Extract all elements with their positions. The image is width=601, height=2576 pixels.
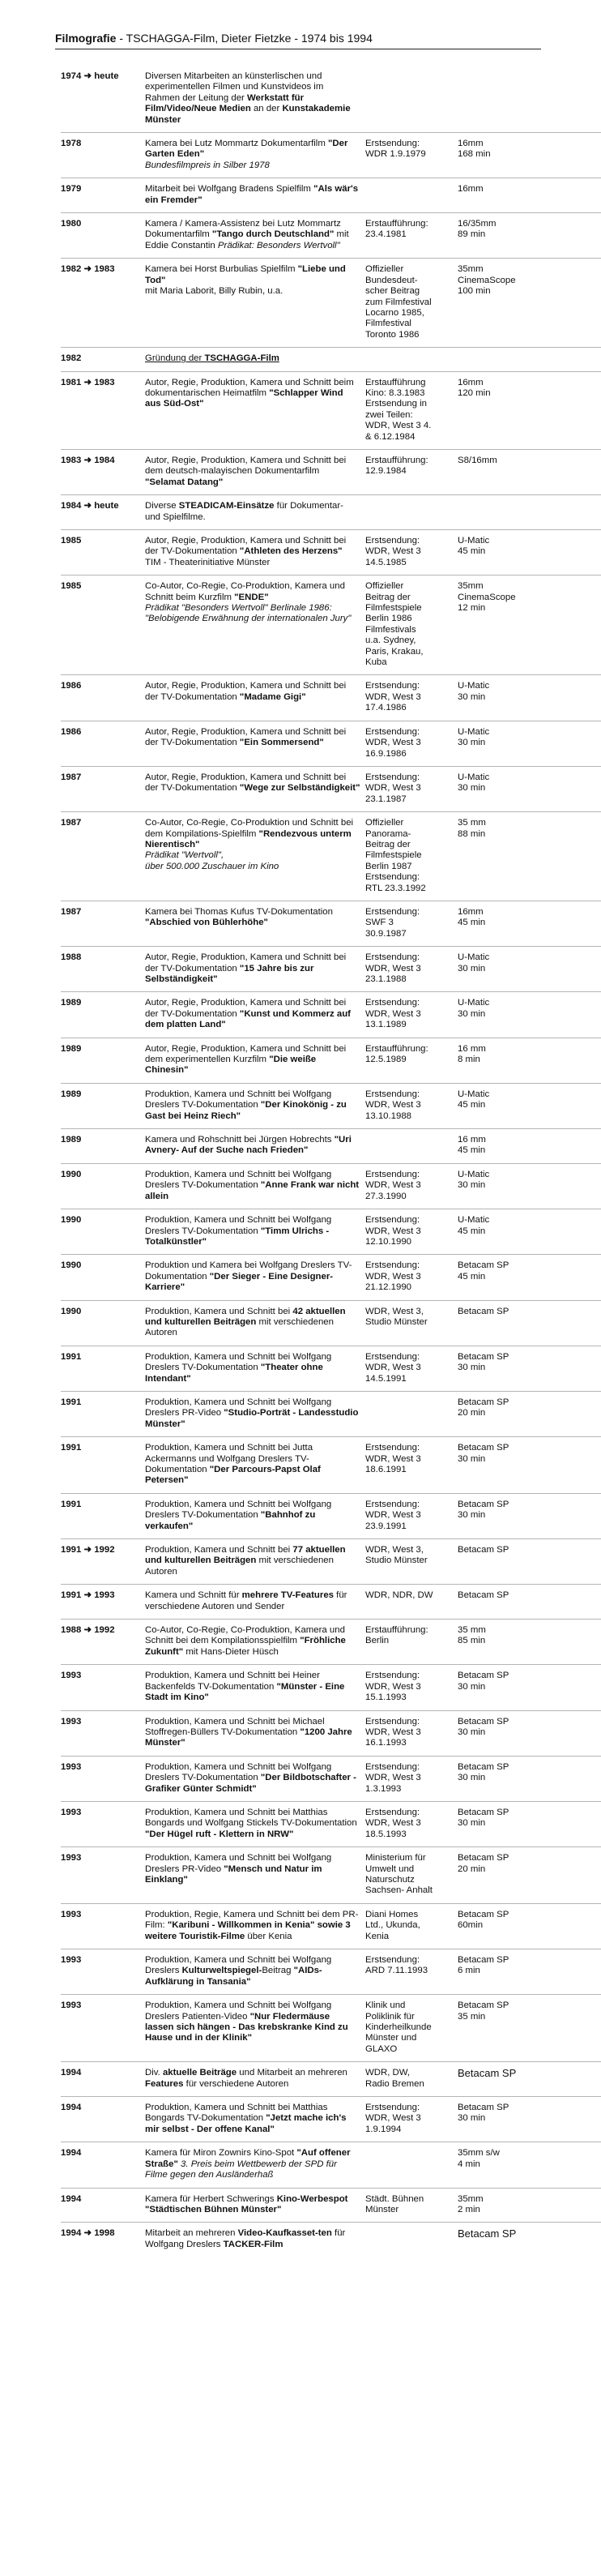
filmography-entry [61,1255,601,1300]
entry-description: Produktion, Kamera und Schnitt bei Wolfgang Dreslers PR-Video "Mensch und Natur im Einklang" [145,1853,332,1885]
entry-year: 1993 [61,1807,82,1817]
entry-year: 1993 [61,1853,82,1864]
entry-description: Produktion, Kamera und Schnitt bei Wolfgang Dreslers TV-Dokumentation "Der Kinokönig - zu Gast bei Heinz Riech" [145,1089,347,1121]
filmography-entry [61,1904,601,1949]
entry-format: 16 mm 45 min [458,1135,486,1156]
header-title: Filmografie [55,32,117,45]
filmography-entry [61,1539,601,1585]
filmography-entry [61,1620,601,1665]
entry-year: 1989 [61,998,82,1008]
entry-format: Betacam SP 60min [458,1909,509,1931]
entry-year: 1978 [61,139,82,149]
entry-year: 1985 [61,581,82,592]
entry-format: U-Matic 30 min [458,772,490,794]
entry-format: 35mm CinemaScope 100 min [458,264,516,297]
filmography-entry [61,1847,601,1904]
entry-airing: Erstsendung: WDR 1.9.1979 [365,139,426,160]
entry-year: 1991 ➜ 1992 [61,1545,115,1555]
entry-description: Produktion, Kamera und Schnitt bei Wolfgang Dreslers TV-Dokumentation "Bahnhof zu verkaufen" [145,1499,332,1531]
filmography-entry [61,1437,601,1494]
entry-airing: Erstsendung: WDR, West 3 13.1.1989 [365,998,421,1030]
filmography-entry [61,530,601,576]
entry-description: Autor, Regie, Produktion, Kamera und Schnitt bei der TV-Dokumentation "Wege zur Selbständigkeit" [145,772,360,794]
entry-description: Gründung der TSCHAGGA-Film [145,353,279,364]
entry-year: 1988 [61,952,82,963]
entry-format: U-Matic 30 min [458,681,490,702]
entry-format: Betacam SP 30 min [458,2103,509,2124]
entry-airing: Erstsendung: WDR, West 3 21.12.1990 [365,1260,421,1293]
entry-year: 1993 [61,1671,82,1681]
entry-airing: Erstsendung: WDR, West 3 14.5.1991 [365,1351,421,1384]
filmography-entry [61,2142,601,2188]
entry-year: 1993 [61,1716,82,1727]
entry-description: Produktion, Kamera und Schnitt bei Matthias Bongards TV-Dokumentation "Jetzt mache ich's mir selbst - Der offene Kanal" [145,2103,347,2134]
entry-airing [365,1397,453,1430]
filmography-entry [61,2189,601,2223]
entry-format: Betacam SP 30 min [458,1807,509,1829]
entry-format: U-Matic 30 min [458,726,490,748]
entry-description: Produktion, Kamera und Schnitt bei Wolfgang Dreslers Kulturweltspiegel-Beitrag "AIDs-Aufklärung in Tansania" [145,1955,332,1987]
entry-airing [365,2148,453,2180]
entry-year: 1993 [61,1909,82,1919]
entry-format: Betacam SP [458,1306,509,1316]
filmography-entry [61,1164,601,1209]
entry-description: Div. aktuelle Beiträge und Mitarbeit an mehreren Features für verschiedene Autoren [145,2068,347,2089]
entry-format: 16mm 45 min [458,906,486,928]
entry-airing: Erstsendung: WDR, West 3 17.4.1986 [365,681,421,713]
entry-year: 1990 [61,1306,82,1316]
entry-year: 1994 [61,2103,82,2113]
entry-format: 16mm 168 min [458,139,491,160]
entry-description: Diversen Mitarbeiten an künsterlischen und experimentellen Filmen und Kunstvideos im Rahmen der Leitung der Werkstatt für Film/Video/Neue Medien an der Kunstakademie Münster [145,71,351,125]
entry-format: 35 mm 88 min [458,818,486,839]
entry-description: Mitarbeit an mehreren Video-Kaufkasset-ten für Wolfgang Dreslers TACKER-Film [145,2228,346,2249]
entry-format: Betacam SP 45 min [458,1260,509,1282]
entry-airing: Erstaufführung: Berlin [365,1625,428,1646]
header-subtitle: - TSCHAGGA-Film, Dieter Fietzke - 1974 bis 1994 [116,32,373,45]
entry-airing: Städt. Bühnen Münster [365,2193,424,2214]
entry-airing: Erstsendung: ARD 7.11.1993 [365,1955,428,1976]
filmography-entry [61,812,601,901]
entry-description: Produktion, Kamera und Schnitt bei Jutta Ackermanns und Wolfgang Dreslers TV-Dokumentation "Der Parcours-Papst Olaf Petersen" [145,1443,321,1486]
entry-year: 1991 [61,1499,82,1509]
filmography-entry [61,2062,601,2097]
entry-description: Co-Autor, Co-Regie, Co-Produktion und Schnitt bei dem Kompilations-Spielfilm "Rendezvous unterm Nierentisch" Prädikat "Wertvoll", über 500.000 Zuschauer im Kino [145,818,354,871]
entry-format: Betacam SP [458,2227,517,2240]
entry-year: 1979 [61,184,82,195]
entry-airing: Erstsendung: WDR, West 3 15.1.1993 [365,1671,421,1703]
entry-year: 1993 [61,1955,82,1965]
entry-year: 1993 [61,1761,82,1772]
entry-year: 1987 [61,772,82,782]
filmography-entry [61,1346,601,1392]
entry-year: 1993 [61,2000,82,2011]
entry-description: Autor, Regie, Produktion, Kamera und Schnitt bei dem deutsch-malayischen Dokumentarfilm "Selamat Datang" [145,455,347,487]
filmography-entry [61,576,601,675]
entry-airing [365,71,453,126]
entry-year: 1991 [61,1443,82,1453]
filmography-entry [61,1949,601,1995]
filmography-entry [61,259,601,348]
entry-year: 1994 [61,2193,82,2204]
entry-description: Produktion, Kamera und Schnitt bei Wolfgang Dreslers TV-Dokumentation "Theater ohne Intendant" [145,1351,332,1384]
entry-description: Co-Autor, Co-Regie, Co-Produktion, Kamera und Schnitt bei dem Kompilationsspielfilm "Fröhliche Zukunft" mit Hans-Dieter Hüsch [145,1625,346,1657]
entry-year: 1985 [61,536,82,546]
entry-format: 35mm s/w 4 min [458,2148,500,2169]
entry-description: Mitarbeit bei Wolfgang Bradens Spielfilm "Als wär's ein Fremder" [145,184,359,205]
entry-airing: Erstsendung: WDR, West 3 27.3.1990 [365,1169,421,1201]
entry-format: 16 mm 8 min [458,1043,486,1065]
filmography-entry [61,2223,601,2252]
entry-description: Autor, Regie, Produktion, Kamera und Schnitt bei der TV-Dokumentation "Athleten des Herzens" TIM - Theaterinitiative Münster [145,536,347,567]
entry-description: Produktion, Kamera und Schnitt bei Wolfgang Dreslers Patienten-Video "Nur Fledermäuse lassen sich hängen - Das krebskranke Kind zu Hause und in der Klinik" [145,2000,348,2043]
entry-airing: Erstsendung: SWF 3 30.9.1987 [365,906,420,939]
entry-description: Produktion, Kamera und Schnitt bei Matthias Bongards und Wolfgang Stickels TV-Dokumentation "Der Hügel ruft - Klettern in NRW" [145,1807,357,1839]
entry-year: 1982 ➜ 1983 [61,264,115,275]
filmography-entry [61,213,601,259]
entry-description: Produktion, Kamera und Schnitt bei Wolfgang Dreslers PR-Video "Studio-Porträt - Landesstudio Münster" [145,1397,359,1429]
entry-airing: Erstsendung: WDR, West 3 16.9.1986 [365,726,421,759]
filmography-entry [61,1084,601,1129]
filmography-entry [61,2097,601,2142]
filmography-entry [61,721,601,767]
entry-year: 1987 [61,818,82,828]
entry-format [453,71,542,126]
entry-format: U-Matic 45 min [458,1215,490,1236]
filmography-entry [61,1665,601,1710]
entry-year: 1991 [61,1397,82,1407]
entry-format: Betacam SP 30 min [458,1761,509,1783]
entry-year: 1994 [61,2068,82,2078]
entry-year: 1989 [61,1135,82,1145]
entry-format: Betacam SP [458,2067,517,2080]
filmography-entry [61,1995,601,2062]
entry-description: Produktion, Kamera und Schnitt bei 42 aktuellen und kulturellen Beiträgen mit verschiedenen Autoren [145,1306,346,1338]
entry-airing: Erstaufführung: 23.4.1981 [365,219,428,240]
filmography-entry [61,767,601,812]
entry-format: S8/16mm [458,455,497,465]
entry-airing: WDR, DW, Radio Bremen [365,2068,424,2089]
filmography-entry [61,450,601,495]
filmography-entry [61,1802,601,1847]
entry-year: 1983 ➜ 1984 [61,455,115,465]
entry-year: 1994 [61,2148,82,2159]
entry-description: Autor, Regie, Produktion, Kamera und Schnitt bei dem experimentellen Kurzfilm "Die weiße Chinesin" [145,1043,347,1076]
filmography-entry [61,133,601,178]
entry-airing [365,1135,453,1157]
entry-format: Betacam SP 30 min [458,1351,509,1373]
entry-airing: Erstsendung: WDR, West 3 16.1.1993 [365,1716,421,1748]
entry-format [453,353,542,364]
entry-format: Betacam SP 35 min [458,2000,509,2022]
entry-airing: Erstsendung: WDR, West 3 23.1.1988 [365,952,421,984]
entry-format [453,501,542,523]
entry-format: Betacam SP 30 min [458,1716,509,1737]
filmography-entry [61,1711,601,1757]
entry-description: Co-Autor, Co-Regie, Co-Produktion, Kamera und Schnitt beim Kurzfilm "ENDE" Prädikat "Besonders Wertvoll" Berlinale 1986: "Belobigende Erwähnung der internationalen Jury" [145,581,352,624]
filmography-entry [61,1494,601,1539]
entry-format: Betacam SP 30 min [458,1443,509,1464]
entry-description: Kamera für Miron Zownirs Kino-Spot "Auf offener Straße" 3. Preis beim Wettbewerb der SPD für Filme gegen den Ausländerhaß [145,2148,351,2180]
entry-format: U-Matic 30 min [458,952,490,973]
filmography-entry [61,66,601,133]
entry-format: Betacam SP [458,1590,509,1601]
entry-description: Produktion, Kamera und Schnitt bei 77 aktuellen und kulturellen Beiträgen mit verschiedenen Autoren [145,1545,346,1577]
entry-description: Kamera bei Thomas Kufus TV-Dokumentation "Abschied von Bühlerhöhe" [145,906,333,928]
entry-airing [365,2228,453,2250]
entry-airing: Erstsendung: WDR, West 3 23.1.1987 [365,772,421,804]
entry-description: Produktion, Kamera und Schnitt bei Wolfgang Dreslers TV-Dokumentation "Der Bildbotschafter - Grafiker Günter Schmidt" [145,1761,356,1794]
filmography-entry [61,1038,601,1084]
entry-airing: Offizieller Panorama- Beitrag der Filmfestspiele Berlin 1987 Erstsendung: RTL 23.3.1992 [365,818,426,893]
entry-format: Betacam SP [458,1545,509,1555]
entry-format: 35mm 2 min [458,2193,484,2214]
entry-description: Autor, Regie, Produktion, Kamera und Schnitt bei der TV-Dokumentation "Madame Gigi" [145,681,347,702]
filmography-entry [61,1209,601,1255]
entry-year: 1986 [61,681,82,691]
entry-year: 1994 ➜ 1998 [61,2228,115,2239]
filmography-entry [61,901,601,947]
filmography-entry [61,1301,601,1346]
entry-description: Autor, Regie, Produktion, Kamera und Schnitt beim dokumentarischen Heimatfilm "Schlapper Wind aus Süd-Ost" [145,377,354,409]
entry-description: Autor, Regie, Produktion, Kamera und Schnitt bei der TV-Dokumentation "Ein Sommersend" [145,726,347,748]
entry-year: 1974 ➜ heute [61,71,119,81]
entry-format: Betacam SP 30 min [458,1499,509,1521]
entry-year: 1990 [61,1169,82,1179]
entry-format: Betacam SP 20 min [458,1853,509,1874]
filmography-entry [61,947,601,992]
entry-year: 1990 [61,1260,82,1271]
entry-description: Produktion, Kamera und Schnitt bei Wolfgang Dreslers TV-Dokumentation "Anne Frank war nicht allein [145,1169,360,1201]
entry-airing: Erstaufführung Kino: 8.3.1983 Erstsendung in zwei Teilen: WDR, West 3 4. & 6.12.1984 [365,377,432,442]
entry-airing: Erstsendung: WDR, West 3 1.3.1993 [365,1761,421,1794]
entry-format: U-Matic 30 min [458,1169,490,1191]
entry-airing: Offizieller Bundesdeut- scher Beitrag zum Filmfestival Locarno 1985, Filmfestival Toronto 1986 [365,264,432,340]
entry-format: 16mm 120 min [458,377,491,398]
entry-year: 1984 ➜ heute [61,501,119,511]
entry-format: 16/35mm 89 min [458,219,497,240]
filmography-entry [61,178,601,213]
entry-format: 35 mm 85 min [458,1625,486,1646]
entry-year: 1991 [61,1351,82,1362]
entry-format: U-Matic 30 min [458,998,490,1019]
filmography-entry [61,1757,601,1802]
entry-description: Produktion, Regie, Kamera und Schnitt bei dem PR-Film: "Karibuni - Willkommen in Kenia" sowie 3 weitere Touristik-Filme über Kenia [145,1909,359,1941]
filmography-entry [61,348,601,371]
filmography-entry [61,1585,601,1620]
entry-year: 1982 [61,353,82,364]
entry-year: 1988 ➜ 1992 [61,1625,115,1636]
entry-format: 35mm CinemaScope 12 min [458,581,516,614]
entry-year: 1980 [61,219,82,229]
entry-description: Produktion und Kamera bei Wolfgang Dreslers TV-Dokumentation "Der Sieger - Eine Designer-Karriere" [145,1260,352,1293]
entry-description: Produktion, Kamera und Schnitt bei Heiner Backenfelds TV-Dokumentation "Münster - Eine Stadt im Kino" [145,1671,345,1703]
entry-airing: Ministerium für Umwelt und Naturschutz Sachsen- Anhalt [365,1853,433,1896]
entry-format: Betacam SP 20 min [458,1397,509,1419]
filmography-entry [61,1129,601,1164]
entry-description: Diverse STEADICAM-Einsätze für Dokumentar- und Spielfilme. [145,501,343,522]
entry-format: Betacam SP 30 min [458,1671,509,1692]
entry-description: Kamera für Herbert Schwerings Kino-Werbespot "Städtischen Bühnen Münster" [145,2193,348,2214]
entry-year: 1987 [61,906,82,917]
page-header [55,31,541,49]
entry-year: 1989 [61,1089,82,1099]
entry-airing: Erstaufführung: 12.9.1984 [365,455,428,477]
filmography-entry [61,675,601,721]
entry-year: 1990 [61,1215,82,1226]
filmography-entry [61,495,601,530]
entry-year: 1991 ➜ 1993 [61,1590,115,1601]
entry-description: Kamera / Kamera-Assistenz bei Lutz Mommartz Dokumentarfilm "Tango durch Deutschland" mit Eddie Constantin Prädikat: Besonders Wertvoll" [145,219,349,250]
entry-airing: WDR, West 3, Studio Münster [365,1306,428,1327]
entry-format: U-Matic 45 min [458,536,490,557]
entry-airing: Erstsendung: WDR, West 3 14.5.1985 [365,536,421,567]
entry-format: Betacam SP 6 min [458,1955,509,1976]
entry-description: Produktion, Kamera und Schnitt bei Wolfgang Dreslers TV-Dokumentation "Timm Ulrichs - Totalkünstler" [145,1215,332,1247]
entry-airing: Erstsendung: WDR, West 3 13.10.1988 [365,1089,421,1121]
entry-airing: Erstsendung: WDR, West 3 1.9.1994 [365,2103,421,2134]
filmography-entry [61,992,601,1038]
entry-airing: WDR, NDR, DW [365,1590,433,1601]
entry-description: Produktion, Kamera und Schnitt bei Michael Stoffregen-Büllers TV-Dokumentation "1200 Jahre Münster" [145,1716,352,1748]
entry-format: U-Matic 45 min [458,1089,490,1110]
entry-year: 1981 ➜ 1983 [61,377,115,387]
entry-airing [365,501,453,523]
entry-description: Kamera und Rohschnitt bei Jürgen Hobrechts "Uri Avnery- Auf der Suche nach Frieden" [145,1135,352,1156]
entry-description: Autor, Regie, Produktion, Kamera und Schnitt bei der TV-Dokumentation "Kunst und Kommerz auf dem platten Land" [145,998,351,1030]
entry-airing: Erstsendung: WDR, West 3 23.9.1991 [365,1499,421,1531]
entry-airing: Erstsendung: WDR, West 3 12.10.1990 [365,1215,421,1247]
entry-airing [365,353,453,364]
entry-airing [365,184,453,206]
entry-description: Kamera bei Horst Burbulias Spielfilm "Liebe und Tod" mit Maria Laborit, Billy Rubin, u.a. [145,264,346,297]
entry-airing: Diani Homes Ltd., Ukunda, Kenia [365,1909,420,1941]
entry-format: 16mm [458,184,484,195]
entry-airing: WDR, West 3, Studio Münster [365,1545,428,1566]
entry-year: 1989 [61,1043,82,1054]
entry-airing: Erstsendung: WDR, West 3 18.5.1993 [365,1807,421,1839]
filmography-entry [61,1392,601,1437]
filmography-list [0,66,601,2252]
entry-airing: Klinik und Poliklinik für Kinderheilkunde Münster und GLAXO [365,2000,432,2054]
entry-year: 1986 [61,726,82,737]
filmography-entry [61,372,601,450]
entry-airing: Erstaufführung: 12.5.1989 [365,1043,428,1065]
entry-description: Kamera und Schnitt für mehrere TV-Features für verschiedene Autoren und Sender [145,1590,347,1611]
entry-airing: Offizieller Beitrag der Filmfestspiele Berlin 1986 Filmfestivals u.a. Sydney, Paris, Krakau, Kuba [365,581,424,668]
entry-airing: Erstsendung: WDR, West 3 18.6.1991 [365,1443,421,1474]
entry-description: Kamera bei Lutz Mommartz Dokumentarfilm "Der Garten Eden" Bundesfilmpreis in Silber 1978 [145,139,348,170]
entry-description: Autor, Regie, Produktion, Kamera und Schnitt bei der TV-Dokumentation "15 Jahre bis zur Selbständigkeit" [145,952,347,984]
